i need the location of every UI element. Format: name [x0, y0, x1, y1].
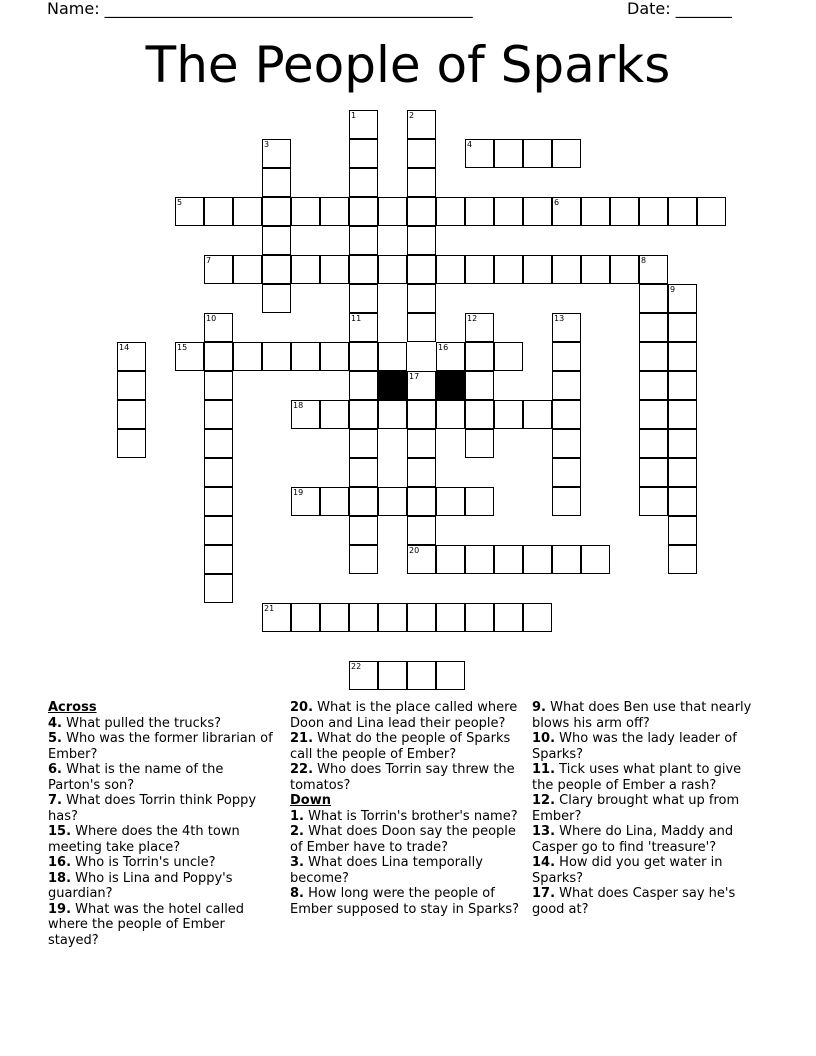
- grid-cell[interactable]: [552, 139, 581, 168]
- grid-cell[interactable]: [204, 255, 233, 284]
- grid-cell[interactable]: [581, 545, 610, 574]
- grid-cell[interactable]: [262, 342, 291, 371]
- grid-cell[interactable]: [465, 139, 494, 168]
- grid-cell[interactable]: [407, 603, 436, 632]
- grid-cell[interactable]: [668, 371, 697, 400]
- cell-number: 15: [177, 343, 188, 352]
- clues-column-3: [532, 700, 764, 917]
- grid-cell[interactable]: [204, 313, 233, 342]
- grid-cell[interactable]: [552, 197, 581, 226]
- clue-across-21: 21. What do the people of Sparks call the people of Ember?: [290, 731, 511, 762]
- grid-cell[interactable]: [204, 516, 233, 545]
- grid-cell[interactable]: [291, 603, 320, 632]
- grid-cell[interactable]: [639, 371, 668, 400]
- grid-cell[interactable]: [552, 371, 581, 400]
- grid-cell[interactable]: [407, 516, 436, 545]
- grid-cell[interactable]: [291, 197, 320, 226]
- cell-number: 22: [351, 662, 362, 671]
- grid-cell[interactable]: [407, 284, 436, 313]
- grid-cell[interactable]: [407, 139, 436, 168]
- grid-cell[interactable]: [349, 516, 378, 545]
- clue-across-6: 6. What is the name of the Parton's son?: [48, 762, 224, 793]
- grid-cell[interactable]: [436, 342, 465, 371]
- clue-across-19: 19. What was the hotel called where the people of Ember stayed?: [48, 901, 245, 948]
- clue-across-18: 18. Who is Lina and Poppy's guardian?: [48, 870, 233, 901]
- grid-cell[interactable]: [204, 487, 233, 516]
- grid-cell[interactable]: [320, 487, 349, 516]
- black-cell: [378, 371, 407, 400]
- grid-cell[interactable]: [378, 255, 407, 284]
- grid-cell[interactable]: [262, 197, 291, 226]
- grid-cell[interactable]: [407, 458, 436, 487]
- grid-cell[interactable]: [262, 139, 291, 168]
- grid-cell[interactable]: [668, 400, 697, 429]
- grid-cell[interactable]: [320, 197, 349, 226]
- grid-cell[interactable]: [465, 197, 494, 226]
- down-heading: Down: [290, 793, 331, 808]
- cell-number: 1: [351, 111, 357, 120]
- grid-cell[interactable]: [436, 661, 465, 690]
- grid-cell[interactable]: [320, 255, 349, 284]
- grid-cell[interactable]: [494, 139, 523, 168]
- clue-down-1: 1. What is Torrin's brother's name?: [290, 808, 518, 824]
- grid-cell[interactable]: [117, 371, 146, 400]
- grid-cell[interactable]: [407, 255, 436, 284]
- grid-cell[interactable]: [204, 574, 233, 603]
- grid-cell[interactable]: [378, 661, 407, 690]
- grid-cell[interactable]: [610, 255, 639, 284]
- grid-cell[interactable]: [552, 342, 581, 371]
- grid-cell[interactable]: [349, 313, 378, 342]
- grid-cell[interactable]: [581, 255, 610, 284]
- grid-cell[interactable]: [262, 603, 291, 632]
- cell-number: 7: [206, 256, 212, 265]
- clue-down-2: 2. What does Doon say the people of Ember have to trade?: [290, 824, 516, 855]
- grid-cell[interactable]: [639, 197, 668, 226]
- clue-down-3: 3. What does Lina temporally become?: [290, 855, 483, 886]
- grid-cell[interactable]: [668, 342, 697, 371]
- clue-down-10: 10. Who was the lady leader of Sparks?: [532, 731, 737, 762]
- grid-cell[interactable]: [349, 545, 378, 574]
- grid-cell[interactable]: [378, 197, 407, 226]
- grid-cell[interactable]: [175, 197, 204, 226]
- grid-cell[interactable]: [668, 197, 697, 226]
- cell-number: 13: [554, 314, 565, 323]
- grid-cell[interactable]: [262, 226, 291, 255]
- grid-cell[interactable]: [349, 603, 378, 632]
- grid-cell[interactable]: [639, 255, 668, 284]
- clue-down-12: 12. Clary brought what up from Ember?: [532, 793, 740, 824]
- grid-cell[interactable]: [639, 458, 668, 487]
- grid-cell[interactable]: [349, 226, 378, 255]
- grid-cell[interactable]: [494, 255, 523, 284]
- grid-cell[interactable]: [291, 255, 320, 284]
- cell-number: 17: [409, 372, 420, 381]
- grid-cell[interactable]: [175, 342, 204, 371]
- grid-cell[interactable]: [407, 661, 436, 690]
- grid-cell[interactable]: [378, 603, 407, 632]
- grid-cell[interactable]: [639, 342, 668, 371]
- grid-cell[interactable]: [349, 110, 378, 139]
- grid-cell[interactable]: [349, 661, 378, 690]
- grid-cell[interactable]: [262, 284, 291, 313]
- grid-cell[interactable]: [117, 429, 146, 458]
- grid-cell[interactable]: [494, 603, 523, 632]
- cell-number: 4: [467, 140, 473, 149]
- grid-cell[interactable]: [204, 197, 233, 226]
- clue-across-22: 22. Who does Torrin say threw the tomatos?: [290, 762, 515, 793]
- clue-across-15: 15. Where does the 4th town meeting take place?: [48, 824, 240, 855]
- grid-cell[interactable]: [407, 313, 436, 342]
- clue-across-7: 7. What does Torrin think Poppy has?: [48, 793, 257, 824]
- cell-number: 16: [438, 343, 449, 352]
- cell-number: 2: [409, 111, 415, 120]
- grid-cell[interactable]: [349, 371, 378, 400]
- grid-cell[interactable]: [668, 516, 697, 545]
- grid-cell[interactable]: [407, 400, 436, 429]
- grid-cell[interactable]: [668, 545, 697, 574]
- grid-cell[interactable]: [465, 603, 494, 632]
- cell-number: 20: [409, 546, 420, 555]
- grid-cell[interactable]: [407, 429, 436, 458]
- grid-cell[interactable]: [436, 603, 465, 632]
- grid-cell[interactable]: [407, 371, 436, 400]
- grid-cell[interactable]: [407, 110, 436, 139]
- grid-cell[interactable]: [378, 400, 407, 429]
- grid-cell[interactable]: [436, 545, 465, 574]
- grid-cell[interactable]: [436, 197, 465, 226]
- grid-cell[interactable]: [668, 313, 697, 342]
- clue-down-14: 14. How did you get water in Sparks?: [532, 855, 723, 886]
- grid-cell[interactable]: [697, 197, 726, 226]
- cell-number: 5: [177, 198, 183, 207]
- grid-cell[interactable]: [204, 545, 233, 574]
- cell-number: 3: [264, 140, 270, 149]
- grid-cell[interactable]: [320, 400, 349, 429]
- clue-down-17: 17. What does Casper say he's good at?: [532, 886, 736, 917]
- grid-cell[interactable]: [407, 197, 436, 226]
- grid-cell[interactable]: [407, 168, 436, 197]
- grid-cell[interactable]: [523, 139, 552, 168]
- grid-cell[interactable]: [320, 342, 349, 371]
- grid-cell[interactable]: [291, 342, 320, 371]
- grid-cell[interactable]: [204, 458, 233, 487]
- grid-cell[interactable]: [262, 255, 291, 284]
- grid-cell[interactable]: [552, 400, 581, 429]
- grid-cell[interactable]: [552, 545, 581, 574]
- clues-column-1: [48, 700, 273, 948]
- grid-cell[interactable]: [552, 487, 581, 516]
- grid-cell[interactable]: [204, 342, 233, 371]
- date-label: Date: _______: [627, 0, 732, 18]
- grid-cell[interactable]: [291, 487, 320, 516]
- grid-cell[interactable]: [320, 603, 349, 632]
- grid-cell[interactable]: [639, 487, 668, 516]
- clue-across-20: 20. What is the place called where Doon and Lina lead their people?: [290, 700, 518, 731]
- cell-number: 18: [293, 401, 304, 410]
- grid-cell[interactable]: [465, 487, 494, 516]
- grid-cell[interactable]: [465, 429, 494, 458]
- black-cell: [436, 371, 465, 400]
- grid-cell[interactable]: [552, 255, 581, 284]
- grid-cell[interactable]: [117, 342, 146, 371]
- grid-cell[interactable]: [349, 342, 378, 371]
- grid-cell[interactable]: [349, 197, 378, 226]
- grid-cell[interactable]: [349, 255, 378, 284]
- grid-cell[interactable]: [349, 429, 378, 458]
- clue-down-9: 9. What does Ben use that nearly blows his arm off?: [532, 700, 752, 731]
- grid-cell[interactable]: [639, 400, 668, 429]
- grid-cell[interactable]: [465, 400, 494, 429]
- grid-cell[interactable]: [668, 429, 697, 458]
- clue-across-4: 4. What pulled the trucks?: [48, 715, 222, 731]
- cell-number: 9: [670, 285, 676, 294]
- grid-cell[interactable]: [465, 545, 494, 574]
- grid-cell[interactable]: [581, 197, 610, 226]
- grid-cell[interactable]: [233, 342, 262, 371]
- grid-cell[interactable]: [523, 400, 552, 429]
- grid-cell[interactable]: [552, 458, 581, 487]
- grid-cell[interactable]: [436, 487, 465, 516]
- grid-cell[interactable]: [117, 400, 146, 429]
- grid-cell[interactable]: [378, 487, 407, 516]
- grid-cell[interactable]: [465, 342, 494, 371]
- cell-number: 10: [206, 314, 217, 323]
- grid-cell[interactable]: [204, 371, 233, 400]
- grid-cell[interactable]: [523, 197, 552, 226]
- grid-cell[interactable]: [668, 284, 697, 313]
- cell-number: 6: [554, 198, 560, 207]
- cell-number: 8: [641, 256, 647, 265]
- grid-cell[interactable]: [494, 545, 523, 574]
- clue-down-11: 11. Tick uses what plant to give the people of Ember a rash?: [532, 762, 742, 793]
- grid-cell[interactable]: [262, 168, 291, 197]
- page-title: The People of Sparks: [145, 36, 671, 94]
- grid-cell[interactable]: [523, 545, 552, 574]
- grid-cell[interactable]: [552, 429, 581, 458]
- grid-cell[interactable]: [349, 400, 378, 429]
- grid-cell[interactable]: [494, 400, 523, 429]
- clues-column-2: [290, 700, 522, 917]
- cell-number: 11: [351, 314, 362, 323]
- grid-cell[interactable]: [639, 284, 668, 313]
- grid-cell[interactable]: [436, 400, 465, 429]
- grid-cell[interactable]: [465, 371, 494, 400]
- cell-number: 14: [119, 343, 130, 352]
- grid-cell[interactable]: [349, 168, 378, 197]
- grid-cell[interactable]: [552, 313, 581, 342]
- grid-cell[interactable]: [668, 487, 697, 516]
- across-heading: Across: [48, 700, 97, 715]
- clue-across-5: 5. Who was the former librarian of Ember?: [48, 731, 273, 762]
- grid-cell[interactable]: [494, 342, 523, 371]
- clue-down-13: 13. Where do Lina, Maddy and Casper go to find 'treasure'?: [532, 824, 734, 855]
- cell-number: 12: [467, 314, 478, 323]
- grid-cell[interactable]: [378, 342, 407, 371]
- grid-cell[interactable]: [233, 255, 262, 284]
- grid-cell[interactable]: [494, 197, 523, 226]
- grid-cell[interactable]: [204, 400, 233, 429]
- clue-across-16: 16. Who is Torrin's uncle?: [48, 855, 216, 870]
- grid-cell[interactable]: [436, 255, 465, 284]
- grid-cell[interactable]: [639, 313, 668, 342]
- grid-cell[interactable]: [639, 429, 668, 458]
- grid-cell[interactable]: [523, 255, 552, 284]
- cell-number: 19: [293, 488, 304, 497]
- grid-cell[interactable]: [291, 400, 320, 429]
- grid-cell[interactable]: [407, 487, 436, 516]
- grid-cell[interactable]: [610, 197, 639, 226]
- name-label: Name: ______________________________________________: [47, 0, 473, 18]
- grid-cell[interactable]: [233, 197, 262, 226]
- grid-cell[interactable]: [204, 429, 233, 458]
- grid-cell[interactable]: [465, 313, 494, 342]
- grid-cell[interactable]: [523, 603, 552, 632]
- grid-cell[interactable]: [349, 458, 378, 487]
- grid-cell[interactable]: [349, 139, 378, 168]
- grid-cell[interactable]: [407, 226, 436, 255]
- cell-number: 21: [264, 604, 275, 613]
- grid-cell[interactable]: [668, 458, 697, 487]
- grid-cell[interactable]: [465, 255, 494, 284]
- grid-cell[interactable]: [407, 545, 436, 574]
- clue-down-8: 8. How long were the people of Ember supposed to stay in Sparks?: [290, 886, 520, 917]
- grid-cell[interactable]: [349, 487, 378, 516]
- grid-cell[interactable]: [349, 284, 378, 313]
